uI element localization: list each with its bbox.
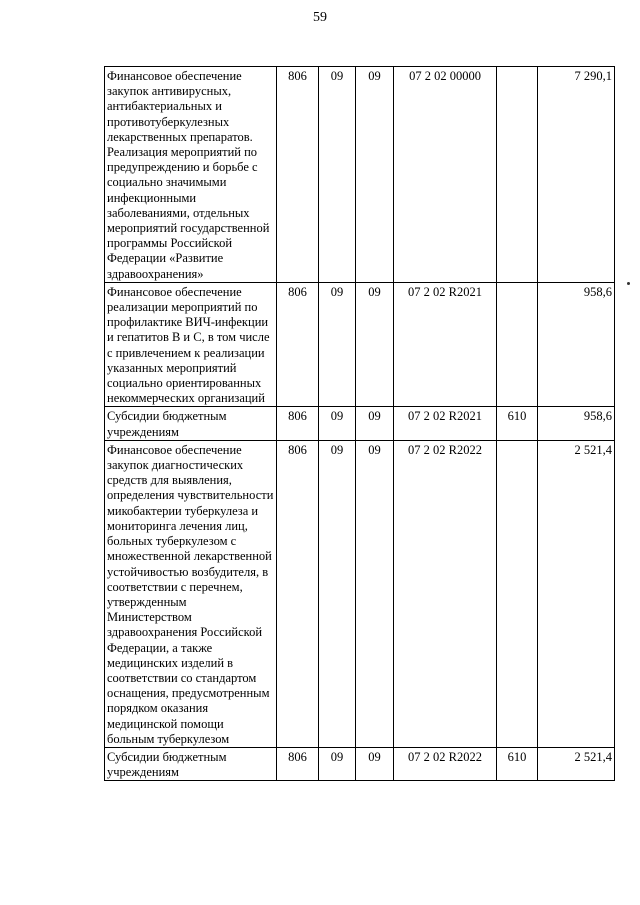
expense-type-code	[497, 67, 538, 283]
section-code: 09	[319, 440, 356, 747]
expense-type-code: 610	[497, 747, 538, 780]
item-name: Субсидии бюджетным учреждениям	[105, 407, 277, 440]
subsection-code: 09	[356, 440, 394, 747]
subsection-code: 09	[356, 407, 394, 440]
target-article-code: 07 2 02 R2022	[394, 440, 497, 747]
budget-table	[104, 66, 615, 781]
section-code: 09	[319, 407, 356, 440]
amount: 7 290,1	[538, 67, 615, 283]
amount: 958,6	[538, 282, 615, 407]
expense-type-code	[497, 282, 538, 407]
scan-dot	[627, 282, 630, 285]
target-article-code: 07 2 02 R2021	[394, 282, 497, 407]
table-row	[105, 440, 615, 747]
subsection-code: 09	[356, 282, 394, 407]
item-name: Финансовое обеспечение закупок диагностических средств для выявления, определения чувствительности микобактерии туберкулеза и мониторинга лечения лиц, больных туберкулезом с множественной лекарственной устойчивостью возбудителя, в соответствии с перечнем, утвержденным Министерством здравоохранения Российской Федерации, а также медицинских изделий в соответствии со стандартом оснащения, предусмотренным порядком оказания медицинской помощи больным туберкулезом	[105, 440, 277, 747]
amount: 958,6	[538, 407, 615, 440]
section-code: 09	[319, 747, 356, 780]
page-number: 59	[313, 10, 327, 25]
target-article-code: 07 2 02 R2021	[394, 407, 497, 440]
table-row	[105, 407, 615, 440]
section-code: 09	[319, 282, 356, 407]
table-row	[105, 67, 615, 283]
ministry-code: 806	[277, 407, 319, 440]
table-row	[105, 747, 615, 780]
target-article-code: 07 2 02 00000	[394, 67, 497, 283]
ministry-code: 806	[277, 282, 319, 407]
subsection-code: 09	[356, 747, 394, 780]
ministry-code: 806	[277, 440, 319, 747]
expense-type-code: 610	[497, 407, 538, 440]
item-name: Субсидии бюджетным учреждениям	[105, 747, 277, 780]
expense-type-code	[497, 440, 538, 747]
amount: 2 521,4	[538, 440, 615, 747]
subsection-code: 09	[356, 67, 394, 283]
ministry-code: 806	[277, 67, 319, 283]
item-name: Финансовое обеспечение реализации мероприятий по профилактике ВИЧ-инфекции и гепатитов В и С, в том числе с привлечением к реализации указанных мероприятий социально ориентированных некоммерческих организаций	[105, 282, 277, 407]
table-row	[105, 282, 615, 407]
ministry-code: 806	[277, 747, 319, 780]
section-code: 09	[319, 67, 356, 283]
target-article-code: 07 2 02 R2022	[394, 747, 497, 780]
item-name: Финансовое обеспечение закупок антивирусных, антибактериальных и противотуберкулезных лекарственных препаратов. Реализация мероприятий по предупреждению и борьбе с социально значимыми инфекционными заболеваниями, отдельных мероприятий государственной программы Российской Федерации «Развитие здравоохранения»	[105, 67, 277, 283]
amount: 2 521,4	[538, 747, 615, 780]
